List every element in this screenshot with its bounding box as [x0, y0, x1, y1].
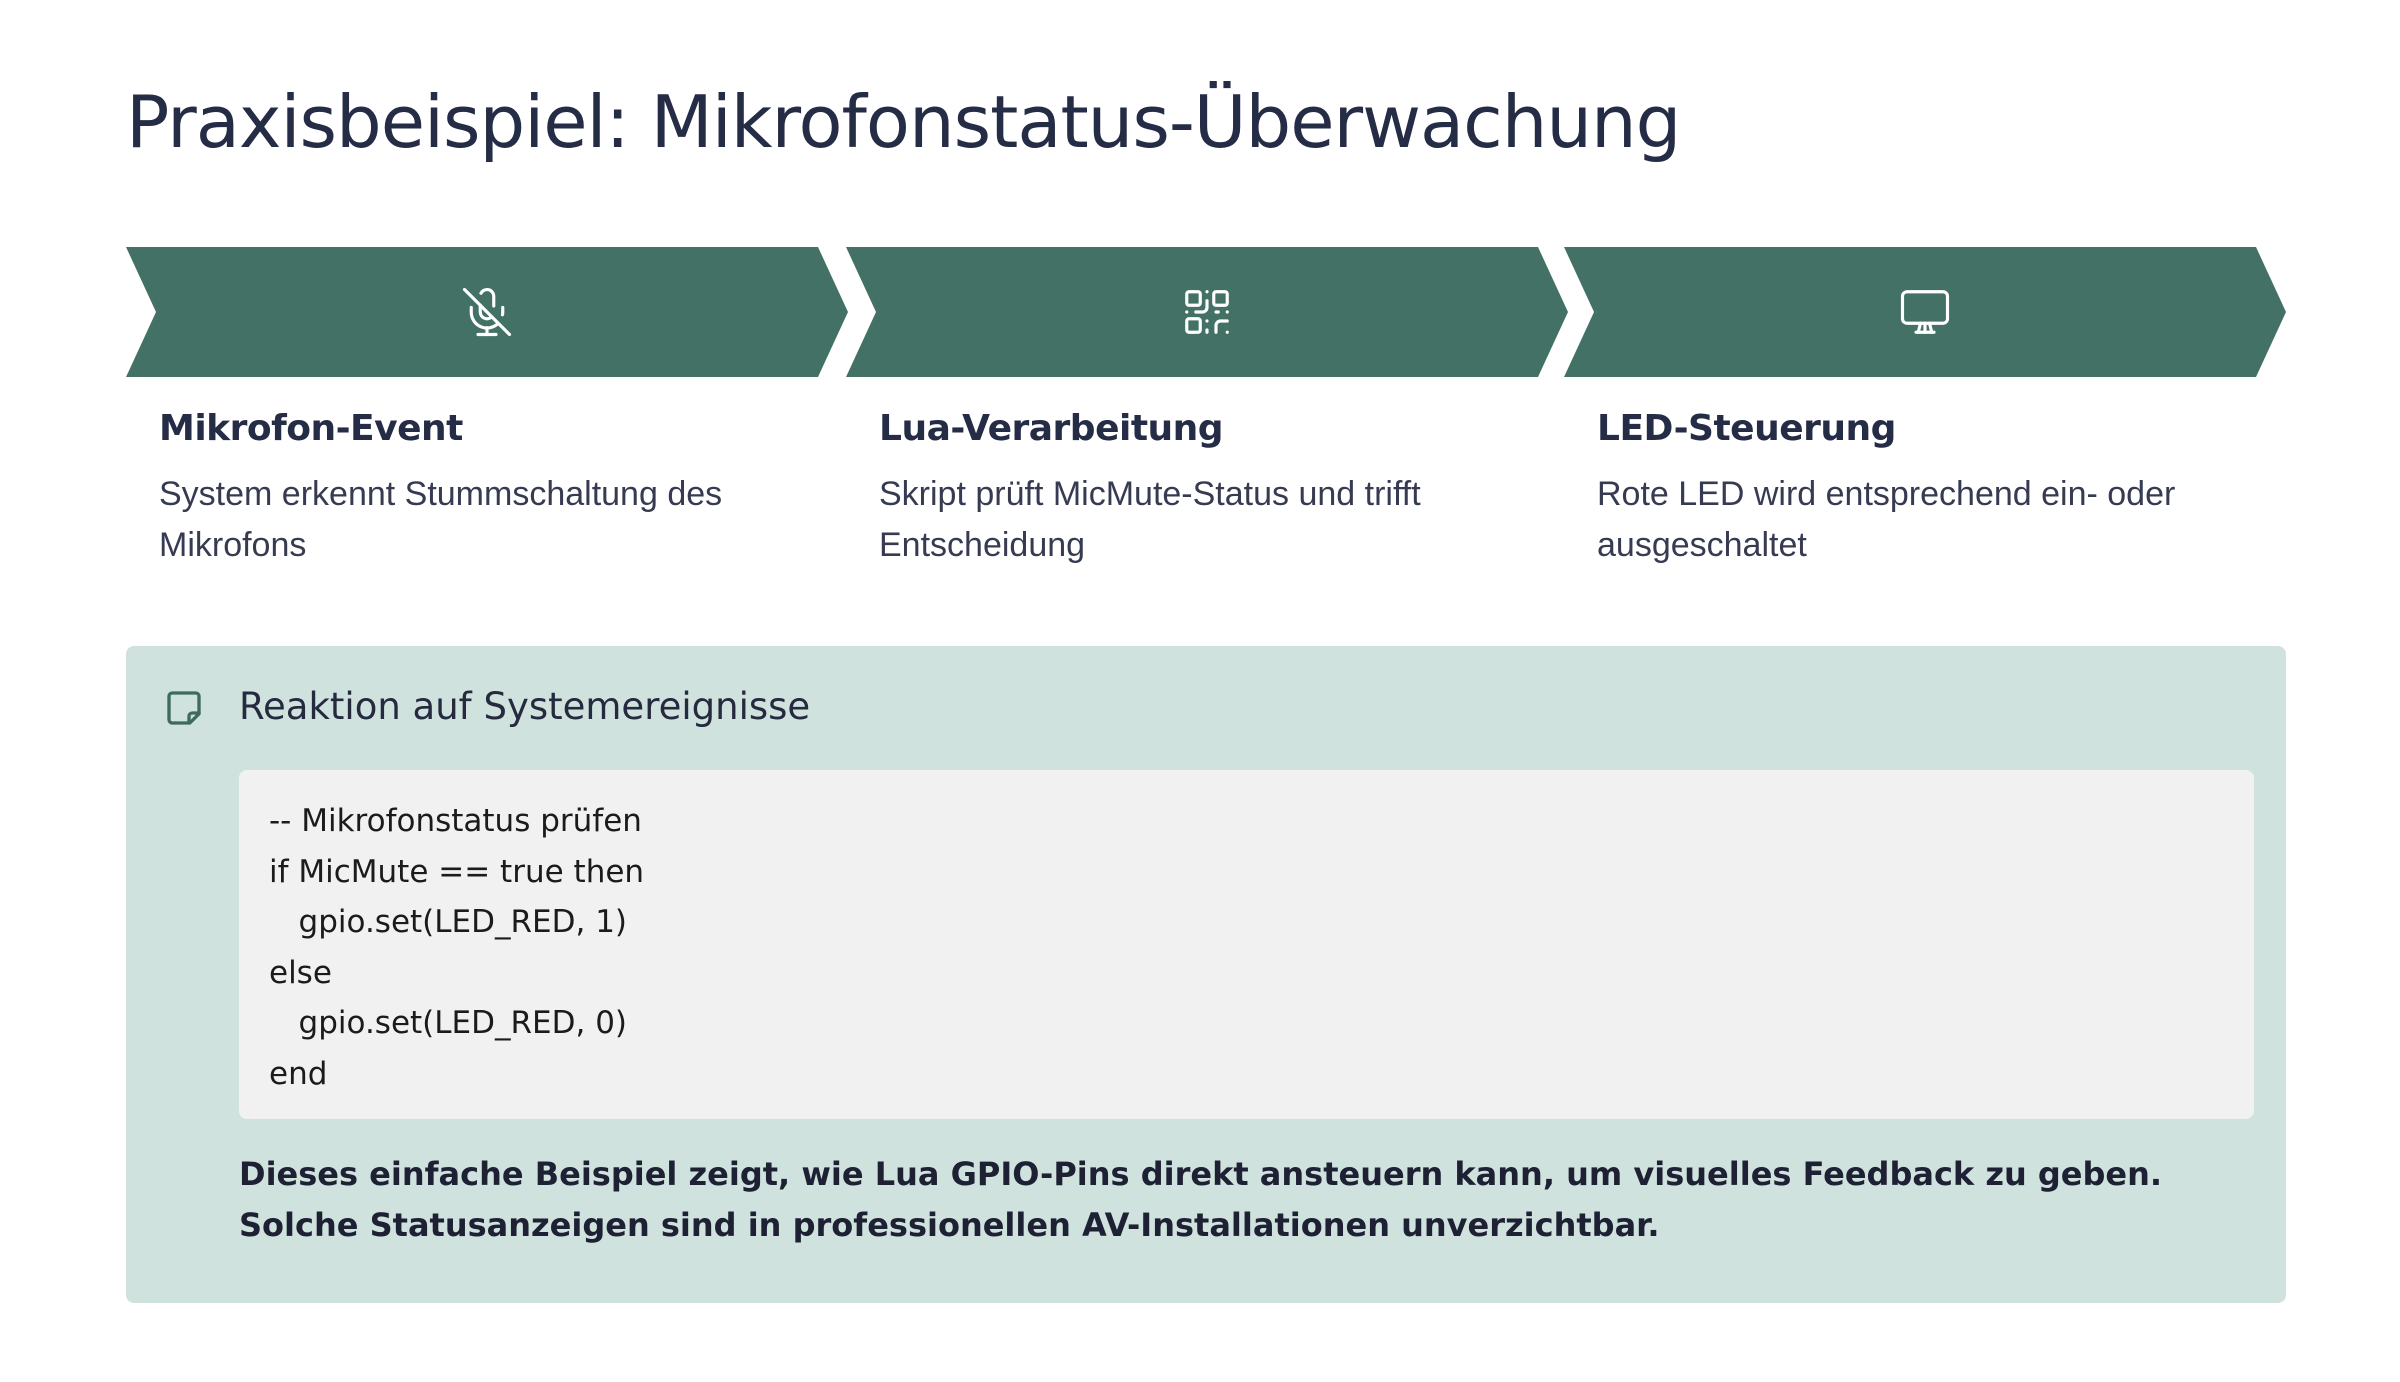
monitor-icon	[1898, 285, 1952, 339]
step-description: Skript prüft MicMute-Status und trifft Entscheidung	[879, 475, 1421, 564]
step-arrow-mikrofon-event	[126, 247, 848, 377]
callout-body-text: Dieses einfache Beispiel zeigt, wie Lua GPIO-Pins direkt ansteuern kann, um visuelles Feedback zu geben. Solche Statusanzeigen sind in professionellen AV-Installationen unverzichtbar.	[239, 1155, 2163, 1244]
step-description: System erkennt Stummschaltung des Mikrofons	[159, 475, 723, 564]
step-title: Lua-Verarbeitung	[879, 408, 1224, 449]
sticky-note-icon	[164, 688, 204, 728]
code-block	[239, 770, 2254, 1119]
step-arrow-led-steuerung	[1564, 247, 2286, 377]
step-led-steuerung	[1597, 408, 2237, 571]
process-steps	[126, 247, 2286, 377]
step-description: Rote LED wird entsprechend ein- oder ausgeschaltet	[1597, 475, 2176, 564]
microphone-off-icon	[460, 285, 514, 339]
code-line: gpio.set(LED_RED, 0)	[269, 1005, 628, 1041]
step-mikrofon-event	[159, 408, 799, 571]
code-line: gpio.set(LED_RED, 1)	[269, 904, 628, 940]
step-title: LED-Steuerung	[1597, 408, 1896, 449]
step-lua-verarbeitung	[879, 408, 1519, 571]
qr-code-icon	[1180, 285, 1234, 339]
step-arrow-lua-verarbeitung	[846, 247, 1568, 377]
code-line: -- Mikrofonstatus prüfen	[269, 803, 642, 839]
code-line: if MicMute == true then	[269, 853, 645, 890]
callout-title: Reaktion auf Systemereignisse	[239, 685, 811, 728]
page-title: Praxisbeispiel: Mikrofonstatus-Überwachung	[126, 80, 1681, 164]
code-line: end	[269, 1055, 328, 1092]
code-line: else	[269, 954, 332, 991]
step-title: Mikrofon-Event	[159, 408, 463, 449]
callout-box	[126, 646, 2286, 1303]
